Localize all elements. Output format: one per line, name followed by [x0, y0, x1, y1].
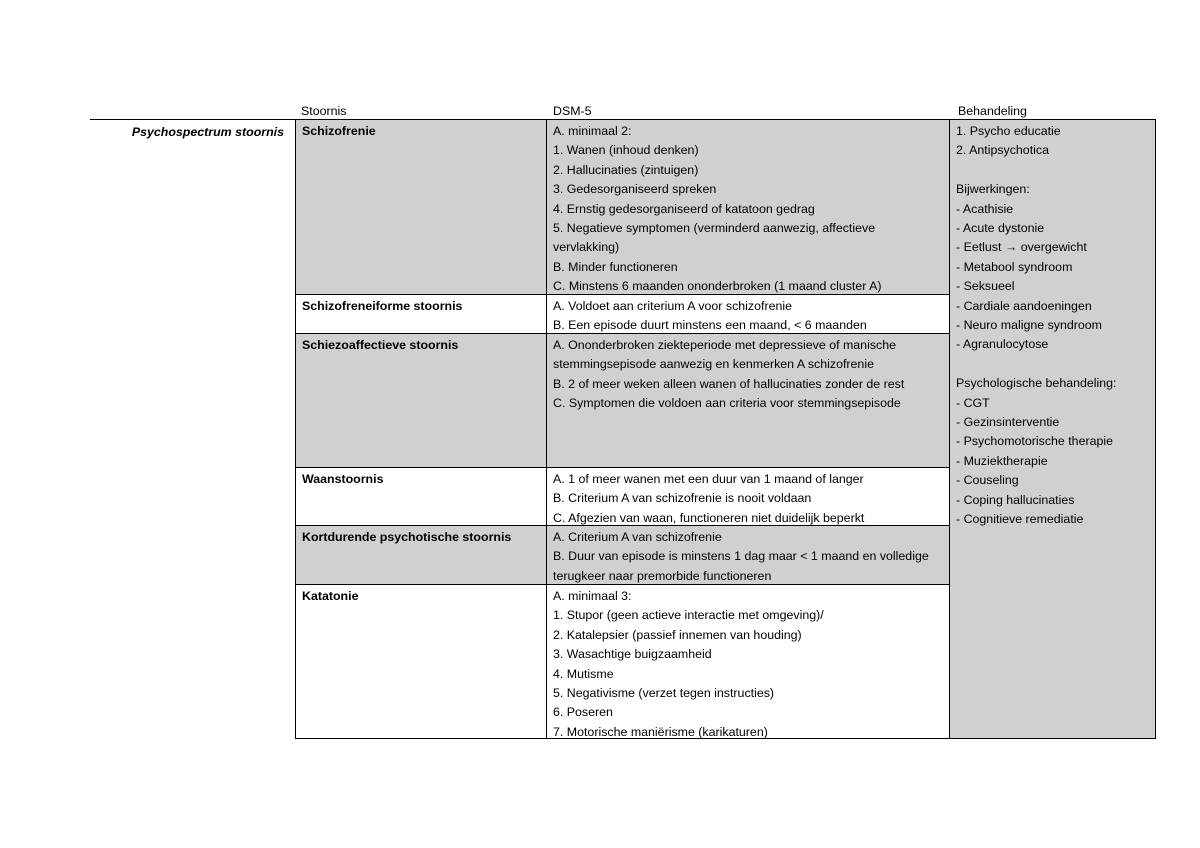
side-effect: - Acathisie — [956, 201, 1014, 216]
row-schizofreneiforme-name: Schizofreneiforme stoornis — [295, 294, 547, 334]
row-waanstoornis-name: Waanstoornis — [295, 467, 547, 526]
criterion: 4. Ernstig gedesorganiseerd of katatoon gedrag — [553, 201, 815, 216]
treatment-item: 2. Antipsychotica — [956, 143, 1049, 158]
side-effect: - Acute dystonie — [956, 221, 1045, 236]
criterion: A. Ononderbroken ziekteperiode met depressieve of manische stemmingsepisode aanwezig en kenmerken A schizofrenie — [553, 338, 896, 372]
criterion: 3. Wasachtige buigzaamheid — [553, 647, 712, 662]
criterion: A. minimaal 2: — [553, 124, 632, 138]
row-schizofrenie-name: Schizofrenie — [295, 119, 547, 295]
criterion: 7. Motorische maniërisme (karikaturen) — [553, 724, 768, 739]
side-effect: - Neuro maligne syndroom — [956, 318, 1102, 333]
header-stoornis: Stoornis — [301, 104, 347, 118]
criterion: A. minimaal 3: — [553, 589, 632, 603]
psych-item: - Coping hallucinaties — [956, 492, 1075, 507]
side-effect: - Seksueel — [956, 279, 1015, 294]
criterion: A. Voldoet aan criterium A voor schizofrenie — [553, 299, 792, 313]
criterion: 3. Gedesorganiseerd spreken — [553, 182, 717, 197]
criterion: C. Afgezien van waan, functioneren niet duidelijk beperkt — [553, 510, 865, 525]
criterion: C. Minstens 6 maanden ononderbroken (1 maand cluster A) — [553, 279, 882, 294]
criterion: 1. Stupor (geen actieve interactie met omgeving)/ — [553, 608, 824, 623]
row-waanstoornis-criteria — [546, 467, 950, 526]
psych-title: Psychologische behandeling: — [956, 376, 1117, 391]
criterion: B. Minder functioneren — [553, 259, 678, 274]
header-behandeling: Behandeling — [958, 104, 1027, 118]
psych-item: - Gezinsinterventie — [956, 415, 1060, 430]
psych-item: - Muziektherapie — [956, 453, 1048, 468]
treatment-item: 1. Psycho educatie — [956, 124, 1061, 138]
criterion: B. Een episode duurt minstens een maand, < 6 maanden — [553, 318, 867, 333]
psych-item: - CGT — [956, 395, 990, 410]
psych-item: - Cognitieve remediatie — [956, 512, 1084, 527]
spacer — [956, 161, 1149, 180]
side-effect: - Cardiale aandoeningen — [956, 298, 1092, 313]
row-kortdurende-criteria — [546, 525, 950, 585]
row-schiezoaffectieve-criteria — [546, 333, 950, 468]
row-katatonie-criteria — [546, 584, 950, 739]
criterion: B. 2 of meer weken alleen wanen of hallucinaties zonder de rest — [553, 376, 905, 391]
behandeling-cell — [949, 119, 1156, 739]
criterion: 1. Wanen (inhoud denken) — [553, 143, 699, 158]
criterion: B. Duur van episode is minstens 1 dag maar < 1 maand en volledige terugkeer naar premorbide functioneren — [553, 549, 929, 583]
row-kortdurende-name: Kortdurende psychotische stoornis — [295, 525, 547, 585]
criterion: 5. Negatieve symptomen (verminderd aanwezig, affectieve vervlakking) — [553, 221, 876, 255]
side-effect: - Metabool syndroom — [956, 259, 1073, 274]
criterion: 2. Hallucinaties (zintuigen) — [553, 162, 699, 177]
psych-item: - Psychomotorische therapie — [956, 434, 1114, 449]
criterion: B. Criterium A van schizofrenie is nooit voldaan — [553, 491, 812, 506]
row-schiezoaffectieve-name: Schiezoaffectieve stoornis — [295, 333, 547, 468]
header-dsm5: DSM-5 — [553, 104, 592, 118]
row-schizofreneiforme-criteria — [546, 294, 950, 334]
criterion: A. 1 of meer wanen met een duur van 1 maand of langer — [553, 472, 864, 486]
criterion: 5. Negativisme (verzet tegen instructies) — [553, 686, 775, 701]
criterion: 2. Katalepsier (passief innemen van houding) — [553, 627, 802, 642]
psych-item: - Couseling — [956, 473, 1019, 488]
row-schizofrenie-criteria — [546, 119, 950, 295]
spacer — [956, 355, 1149, 374]
row-katatonie-name: Katatonie — [295, 584, 547, 739]
criterion: A. Criterium A van schizofrenie — [553, 530, 722, 544]
side-effect: - Agranulocytose — [956, 337, 1049, 352]
side-effect: - Eetlust → overgewicht — [956, 240, 1087, 255]
criterion: 4. Mutisme — [553, 666, 614, 681]
criterion: C. Symptomen die voldoen aan criteria voor stemmingsepisode — [553, 396, 901, 411]
category-label: Psychospectrum stoornis — [131, 125, 284, 139]
criterion: 6. Poseren — [553, 705, 613, 720]
bijwerkingen-title: Bijwerkingen: — [956, 182, 1030, 197]
